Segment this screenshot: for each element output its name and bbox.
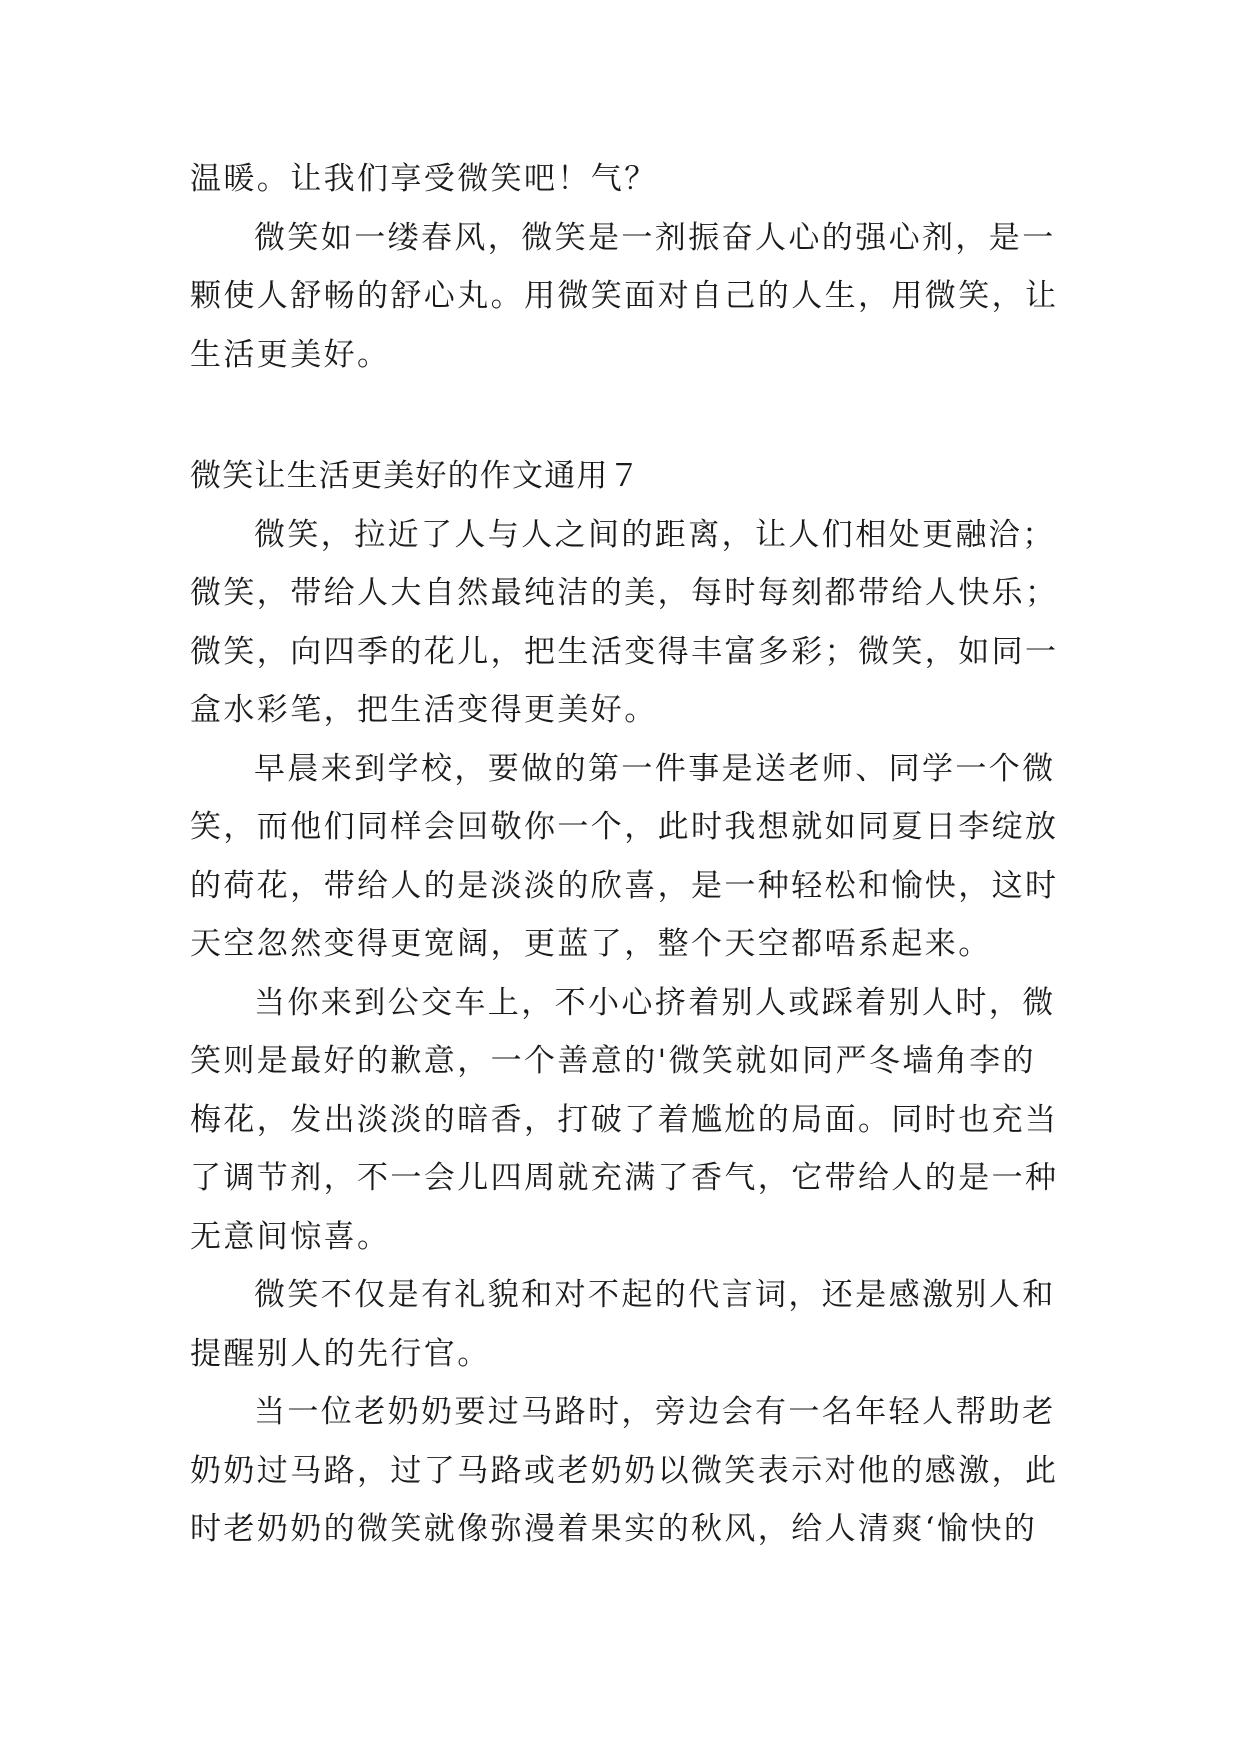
paragraph-4	[190, 1266, 1056, 1383]
text-line: 当你来到公交车上，不小心挤着别人或踩着别人时，微	[254, 984, 1056, 1021]
text-line: 梅花，发出淡淡的暗香，打破了着尴尬的局面。同时也充当	[190, 1101, 1059, 1138]
text-line: 盒水彩笔，把生活变得更美好。	[190, 692, 658, 728]
paragraph-2	[190, 740, 1059, 974]
text-line: 当一位老奶奶要过马路时，旁边会有一名年轻人帮助老	[254, 1394, 1056, 1430]
text-line: 微笑不仅是有礼貌和对不起的代言词，还是感激别人和	[254, 1277, 1056, 1313]
text-line: 生活更美好。	[190, 336, 391, 373]
intro-fragment	[190, 150, 1050, 209]
text-line: 微笑，拉近了人与人之间的距离，让人们相处更融洽；	[254, 516, 1056, 553]
text-line: 无意间惊喜。	[190, 1218, 391, 1255]
paragraph-3	[190, 974, 1059, 1267]
section-gap	[190, 384, 1050, 447]
text-line: 微笑，带给人大自然最纯洁的美，每时每刻都带给人快乐；	[190, 575, 1059, 611]
text-line: 微笑，向四季的花儿，把生活变得丰富多彩；微笑，如同一	[190, 633, 1059, 670]
paragraph-intro	[190, 209, 1059, 385]
text-line: 时老奶奶的微笑就像弥漫着果实的秋风，给人清爽‘愉快的	[190, 1511, 1038, 1547]
text-line: 的荷花，带给人的是淡淡的欣喜，是一种轻松和愉快，这时	[190, 867, 1059, 904]
document-page	[190, 150, 1059, 1559]
paragraph-5	[190, 1383, 1059, 1559]
text-line: 笑，而他们同样会回敬你一个，此时我想就如同夏日李绽放	[190, 809, 1059, 845]
text-line: 天空忽然变得更宽阔，更蓝了，整个天空都唔系起来。	[190, 926, 992, 962]
text-line: 温暖。让我们享受微笑吧！气？	[190, 161, 658, 197]
paragraph-1	[190, 506, 1059, 740]
text-line: 早晨来到学校，要做的第一件事是送老师、同学一个微	[254, 750, 1056, 787]
text-line: 笑则是最好的歉意，一个善意的'微笑就如同严冬墙角李的	[190, 1043, 1036, 1079]
text-line: 奶奶过马路，过了马路或老奶奶以微笑表示对他的感激，此	[190, 1452, 1059, 1489]
text-line: 提醒别人的先行官。	[190, 1335, 491, 1372]
text-line: 微笑如一缕春风，微笑是一剂振奋人心的强心剂，是一	[254, 219, 1056, 256]
text-line: 了调节剂，不一会儿四周就充满了香气，它带给人的是一种	[190, 1160, 1059, 1196]
section-title: 微笑让生活更美好的作文通用７	[190, 458, 641, 494]
text-line: 颗使人舒畅的舒心丸。用微笑面对自己的人生，用微笑，让	[190, 278, 1059, 314]
